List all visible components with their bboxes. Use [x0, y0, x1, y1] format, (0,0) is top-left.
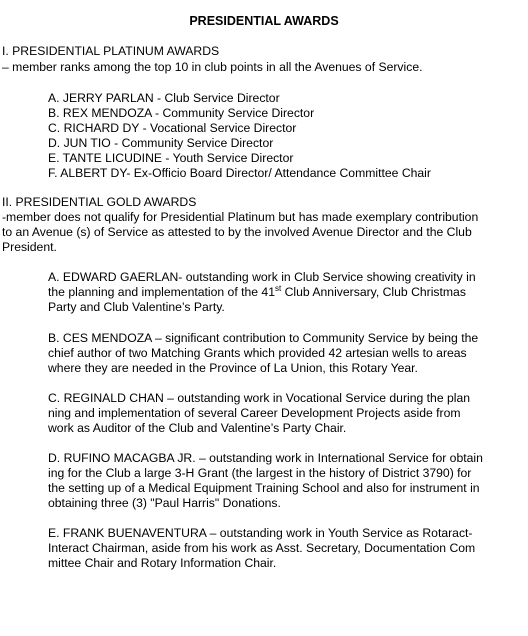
- gold-award-b: [48, 331, 522, 376]
- platinum-item: F. ALBERT DY- Ex-Officio Board Director/ Attendance Committee Chair: [48, 166, 431, 180]
- award-line: the setting up of a Medical Equipment Training School and also for instrument in: [48, 481, 480, 495]
- gold-description-line: President.: [2, 240, 57, 254]
- gold-award-d: [48, 451, 522, 511]
- page-title: PRESIDENTIAL AWARDS: [189, 14, 339, 28]
- award-line: mittee Chair and Rotary Information Chair.: [48, 556, 277, 570]
- gold-description-line: to an Avenue (s) of Service as attested to by the involved Avenue Director and the Club: [2, 225, 472, 239]
- award-text: the planning and implementation of the 41: [48, 285, 275, 299]
- award-line: Party and Club Valentine’s Party.: [48, 300, 225, 314]
- platinum-heading: I. PRESIDENTIAL PLATINUM AWARDS: [2, 44, 220, 58]
- award-line: ing for the Club a large 3-H Grant (the largest in the history of District 3790) for: [48, 466, 472, 480]
- platinum-item: B. REX MENDOZA - Community Service Director: [48, 106, 315, 120]
- award-line: [48, 285, 522, 300]
- gold-award-c: [48, 391, 522, 436]
- gold-award-a: [48, 270, 522, 315]
- platinum-item: D. JUN TIO - Community Service Director: [48, 136, 274, 150]
- award-line: obtaining three (3) "Paul Harris" Donations.: [48, 496, 281, 510]
- award-line: D. RUFINO MACAGBA JR. – outstanding work in International Service for obtain: [48, 451, 483, 465]
- gold-description: [2, 210, 524, 255]
- award-line: where they are needed in the Province of La Union, this Rotary Year.: [48, 361, 418, 375]
- gold-heading: II. PRESIDENTIAL GOLD AWARDS: [2, 195, 197, 209]
- gold-award-e: [48, 526, 522, 571]
- award-line: A. EDWARD GAERLAN- outstanding work in Club Service showing creativity in: [48, 270, 476, 284]
- award-line: chief author of two Matching Grants which provided 42 artesian wells to areas: [48, 346, 467, 360]
- platinum-item: E. TANTE LICUDINE - Youth Service Director: [48, 151, 294, 165]
- gold-description-line: -member does not qualify for Presidential Platinum but has made exemplary contribution: [2, 210, 479, 224]
- platinum-item: A. JERRY PARLAN - Club Service Director: [48, 91, 280, 105]
- ordinal-suffix: st: [275, 284, 282, 293]
- platinum-description: – member ranks among the top 10 in club points in all the Avenues of Service.: [2, 60, 423, 74]
- award-line: ning and implementation of several Career Development Projects aside from: [48, 406, 461, 420]
- award-line: Interact Chairman, aside from his work as Asst. Secretary, Documentation Com: [48, 541, 476, 555]
- award-line: E. FRANK BUENAVENTURA – outstanding work in Youth Service as Rotaract-: [48, 526, 473, 540]
- award-line: B. CES MENDOZA – significant contribution to Community Service by being the: [48, 331, 479, 345]
- platinum-item: C. RICHARD DY - Vocational Service Director: [48, 121, 297, 135]
- award-line: work as Auditor of the Club and Valentine’s Party Chair.: [48, 421, 347, 435]
- award-line: C. REGINALD CHAN – outstanding work in Vocational Service during the plan: [48, 391, 471, 405]
- award-text: Club Anniversary, Club Christmas: [281, 285, 466, 299]
